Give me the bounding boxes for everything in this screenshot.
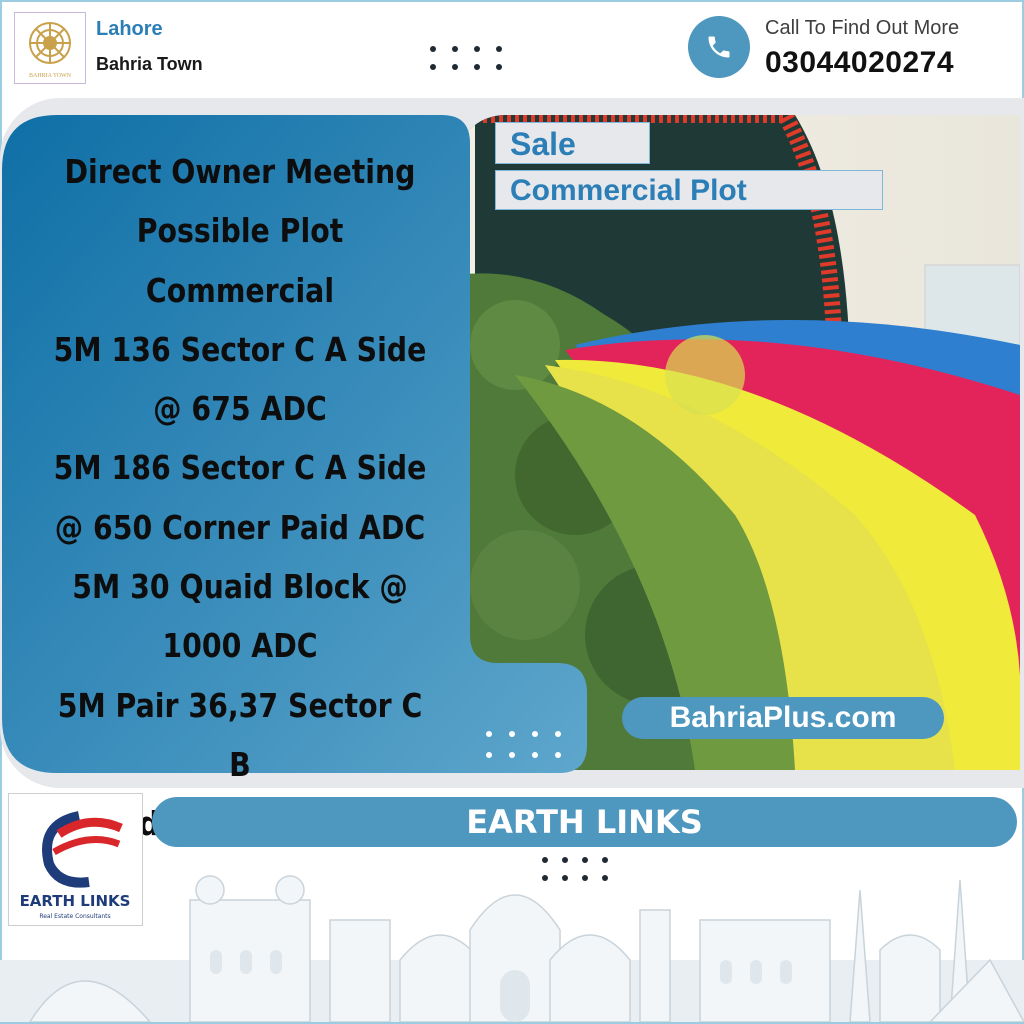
society-label: Bahria Town (96, 54, 203, 74)
phone-number[interactable]: 03044020274 (765, 46, 955, 79)
description-line: 5M 186 Sector C A Side (53, 448, 427, 488)
description-line: Direct Owner Meeting (64, 152, 416, 191)
description-line: @ 650 Corner Paid ADC (54, 507, 426, 547)
call-label: Call To Find Out More (765, 17, 960, 39)
description-line: 5M 30 Quaid Block @ (72, 567, 408, 607)
listing-description (42, 142, 438, 854)
decor-dots-top (430, 46, 502, 70)
agency-logo-name: EARTH LINKS (19, 892, 131, 910)
description-line: @ 675 ADC (153, 389, 327, 429)
city-label: Lahore (96, 18, 163, 40)
call-button[interactable] (688, 16, 750, 78)
purpose-tag: Sale (495, 122, 650, 164)
description-line: 1000 ADC (162, 626, 318, 666)
agency-name-bar: EARTH LINKS (152, 797, 1017, 847)
logo-text: BAHRIA TOWN (29, 73, 71, 79)
description-line: 5M 136 Sector C A Side (53, 329, 427, 369)
website-link[interactable]: BahriaPlus.com (622, 697, 944, 739)
description-line: Side (108, 804, 179, 844)
skyline-illustration (0, 850, 1024, 1022)
phone-icon (705, 33, 733, 61)
description-line: Possible Plot Commercial (136, 211, 344, 310)
bahria-town-logo (14, 12, 86, 84)
decor-dots-panel (486, 731, 561, 758)
property-type-tag: Commercial Plot (495, 170, 883, 210)
description-line: 5M Pair 36,37 Sector C B (57, 685, 423, 784)
agency-logo-tagline: Real Estate Consultants (39, 913, 111, 920)
